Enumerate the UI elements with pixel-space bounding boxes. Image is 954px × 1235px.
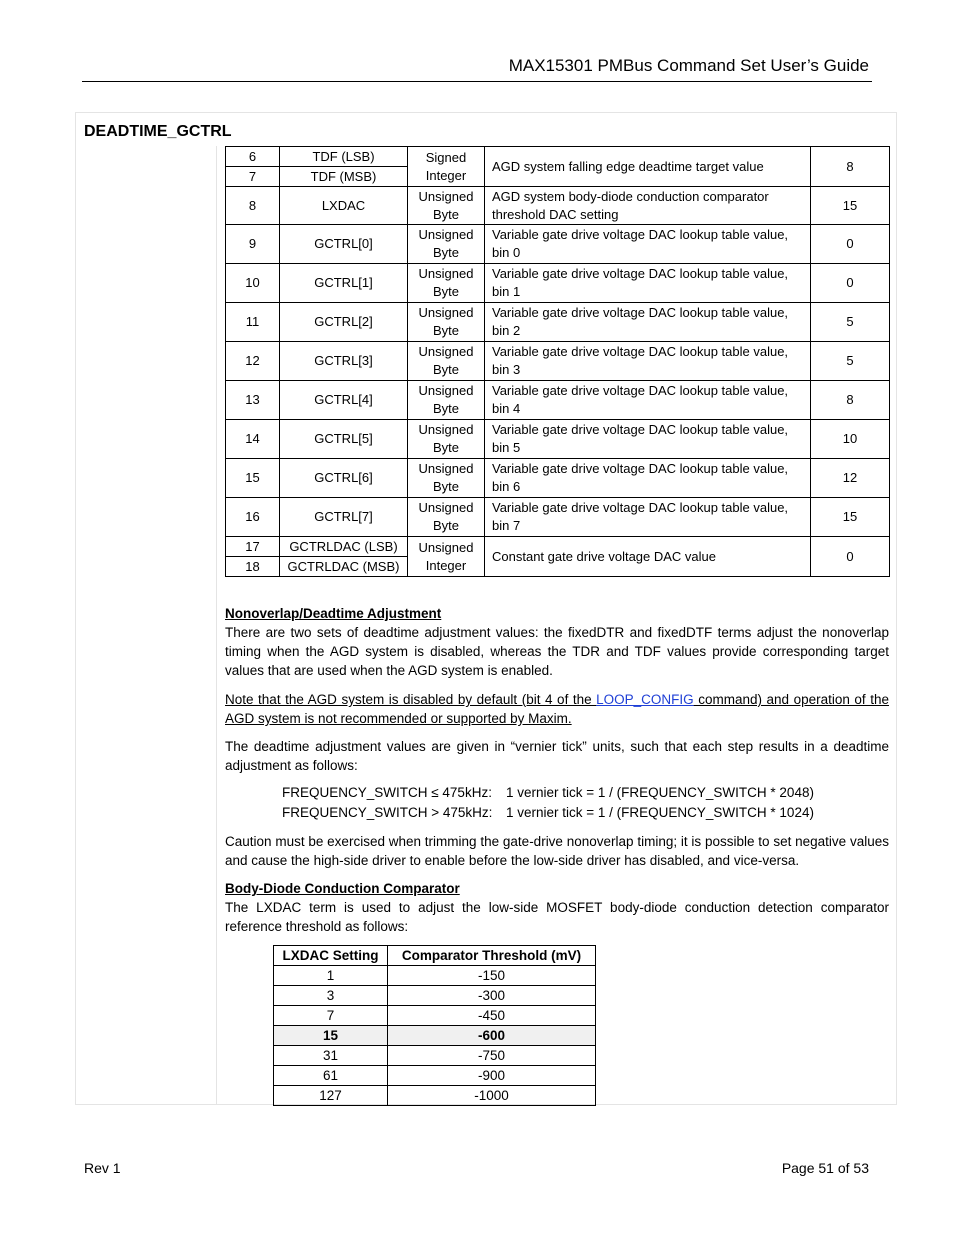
- name-cell: GCTRL[6]: [280, 459, 408, 498]
- type-cell: Unsigned Byte: [408, 303, 485, 342]
- box-divider: [216, 146, 217, 1105]
- name-cell: GCTRL[0]: [280, 225, 408, 264]
- offset-cell: 9: [226, 225, 280, 264]
- default-cell: 0: [811, 264, 890, 303]
- table-row: [226, 459, 890, 498]
- lxdac-table: [273, 945, 596, 1106]
- body-diode-section: [225, 879, 889, 936]
- frequency-row: [282, 783, 814, 803]
- table-row: [226, 342, 890, 381]
- desc-cell: Variable gate drive voltage DAC lookup table value, bin 3: [485, 342, 811, 381]
- default-cell: 8: [811, 147, 890, 187]
- offset-cell: 8: [226, 187, 280, 225]
- type-cell: Unsigned Byte: [408, 420, 485, 459]
- vernier-paragraph: The deadtime adjustment values are given in “vernier tick” units, such that each step results in a deadtime adjustment as follows:: [225, 739, 889, 773]
- body-diode-paragraph: The LXDAC term is used to adjust the low-side MOSFET body-diode conduction detection comparator reference threshold as follows:: [225, 900, 889, 934]
- table-row: [274, 1086, 596, 1106]
- note-text-after: command) and operation of the AGD system is not recommended or supported by Maxim.: [225, 692, 889, 726]
- offset-cell: 15: [226, 459, 280, 498]
- default-cell: 5: [811, 342, 890, 381]
- agd-note: [225, 690, 889, 728]
- table-row: [274, 1046, 596, 1066]
- table-row: [274, 1006, 596, 1026]
- table-row: [226, 498, 890, 537]
- table-row: [226, 537, 890, 557]
- desc-cell: AGD system falling edge deadtime target value: [485, 147, 811, 187]
- revision-label: Rev 1: [84, 1160, 121, 1176]
- name-cell: GCTRL[3]: [280, 342, 408, 381]
- lxdac-setting-cell: 61: [274, 1066, 388, 1086]
- offset-cell: 17: [226, 537, 280, 557]
- threshold-cell: -750: [388, 1046, 596, 1066]
- table-header-row: [274, 946, 596, 966]
- nonoverlap-heading: Nonoverlap/Deadtime Adjustment: [225, 606, 442, 621]
- table-row: [226, 420, 890, 459]
- lxdac-setting-cell: 7: [274, 1006, 388, 1026]
- register-table: [225, 146, 890, 577]
- type-cell: Unsigned Byte: [408, 342, 485, 381]
- name-cell: GCTRLDAC (MSB): [280, 557, 408, 577]
- type-cell: Unsigned Byte: [408, 225, 485, 264]
- name-cell: TDF (LSB): [280, 147, 408, 167]
- caution-paragraph: Caution must be exercised when trimming the gate-drive nonoverlap timing; it is possible to set negative values and cause the high-side driver to enable before the low-side driver has disabled, and vice-versa.: [225, 834, 889, 868]
- table-row: [274, 986, 596, 1006]
- frequency-row: [282, 803, 814, 823]
- name-cell: GCTRL[5]: [280, 420, 408, 459]
- type-cell: Unsigned Byte: [408, 187, 485, 225]
- header-rule: [82, 81, 872, 82]
- desc-cell: AGD system body-diode conduction comparator threshold DAC setting: [485, 187, 811, 225]
- table-row: [226, 381, 890, 420]
- desc-cell: Variable gate drive voltage DAC lookup table value, bin 5: [485, 420, 811, 459]
- desc-cell: Variable gate drive voltage DAC lookup table value, bin 4: [485, 381, 811, 420]
- offset-cell: 12: [226, 342, 280, 381]
- name-cell: GCTRLDAC (LSB): [280, 537, 408, 557]
- offset-cell: 16: [226, 498, 280, 537]
- page-number: Page 51 of 53: [781, 1160, 869, 1176]
- name-cell: GCTRL[2]: [280, 303, 408, 342]
- lxdac-setting-cell: 15: [274, 1026, 388, 1046]
- document-title: MAX15301 PMBus Command Set User’s Guide: [508, 56, 869, 75]
- body-diode-heading: Body-Diode Conduction Comparator: [225, 881, 460, 896]
- vernier-formula: 1 vernier tick = 1 / (FREQUENCY_SWITCH * 2048): [506, 785, 814, 800]
- name-cell: LXDAC: [280, 187, 408, 225]
- table-row-default: [274, 1026, 596, 1046]
- name-cell: GCTRL[1]: [280, 264, 408, 303]
- offset-cell: 7: [226, 167, 280, 187]
- frequency-condition: FREQUENCY_SWITCH > 475kHz:: [282, 805, 493, 820]
- note-text-before: Note that the AGD system is disabled by default (bit 4 of the: [225, 692, 597, 707]
- lxdac-setting-cell: 127: [274, 1086, 388, 1106]
- threshold-cell: -300: [388, 986, 596, 1006]
- default-cell: 15: [811, 498, 890, 537]
- threshold-cell: -600: [388, 1026, 596, 1046]
- vernier-formula: 1 vernier tick = 1 / (FREQUENCY_SWITCH * 1024): [506, 805, 814, 820]
- default-cell: 5: [811, 303, 890, 342]
- command-heading: DEADTIME_GCTRL: [84, 123, 232, 140]
- nonoverlap-section: [225, 604, 889, 680]
- offset-cell: 6: [226, 147, 280, 167]
- table-row: [274, 1066, 596, 1086]
- threshold-cell: -900: [388, 1066, 596, 1086]
- column-header: LXDAC Setting: [274, 946, 388, 966]
- desc-cell: Variable gate drive voltage DAC lookup table value, bin 2: [485, 303, 811, 342]
- default-cell: 12: [811, 459, 890, 498]
- loop-config-link[interactable]: LOOP_CONFIG: [596, 692, 694, 707]
- offset-cell: 10: [226, 264, 280, 303]
- type-cell: Unsigned Byte: [408, 459, 485, 498]
- desc-cell: Constant gate drive voltage DAC value: [485, 537, 811, 577]
- desc-cell: Variable gate drive voltage DAC lookup table value, bin 1: [485, 264, 811, 303]
- default-cell: 15: [811, 187, 890, 225]
- default-cell: 0: [811, 225, 890, 264]
- offset-cell: 11: [226, 303, 280, 342]
- column-header: Comparator Threshold (mV): [388, 946, 596, 966]
- offset-cell: 13: [226, 381, 280, 420]
- desc-cell: Variable gate drive voltage DAC lookup table value, bin 0: [485, 225, 811, 264]
- nonoverlap-paragraph: There are two sets of deadtime adjustment values: the fixedDTR and fixedDTF terms adjust the nonoverlap timing when the AGD system is disabled, whereas the TDR and TDF values provide corresponding target values that are used when the AGD system is enabled.: [225, 625, 889, 678]
- lxdac-setting-cell: 31: [274, 1046, 388, 1066]
- offset-cell: 18: [226, 557, 280, 577]
- type-cell: Signed Integer: [408, 147, 485, 187]
- table-row: [226, 264, 890, 303]
- desc-cell: Variable gate drive voltage DAC lookup table value, bin 7: [485, 498, 811, 537]
- frequency-condition: FREQUENCY_SWITCH ≤ 475kHz:: [282, 785, 492, 800]
- table-row: [226, 303, 890, 342]
- name-cell: GCTRL[7]: [280, 498, 408, 537]
- default-cell: 0: [811, 537, 890, 577]
- table-row: [226, 225, 890, 264]
- offset-cell: 14: [226, 420, 280, 459]
- name-cell: GCTRL[4]: [280, 381, 408, 420]
- table-row: [226, 147, 890, 167]
- threshold-cell: -1000: [388, 1086, 596, 1106]
- type-cell: Unsigned Byte: [408, 498, 485, 537]
- default-cell: 8: [811, 381, 890, 420]
- threshold-cell: -450: [388, 1006, 596, 1026]
- type-cell: Unsigned Byte: [408, 381, 485, 420]
- table-row: [226, 187, 890, 225]
- lxdac-setting-cell: 3: [274, 986, 388, 1006]
- default-cell: 10: [811, 420, 890, 459]
- type-cell: Unsigned Byte: [408, 264, 485, 303]
- desc-cell: Variable gate drive voltage DAC lookup table value, bin 6: [485, 459, 811, 498]
- name-cell: TDF (MSB): [280, 167, 408, 187]
- threshold-cell: -150: [388, 966, 596, 986]
- table-row: [274, 966, 596, 986]
- lxdac-setting-cell: 1: [274, 966, 388, 986]
- type-cell: Unsigned Integer: [408, 537, 485, 577]
